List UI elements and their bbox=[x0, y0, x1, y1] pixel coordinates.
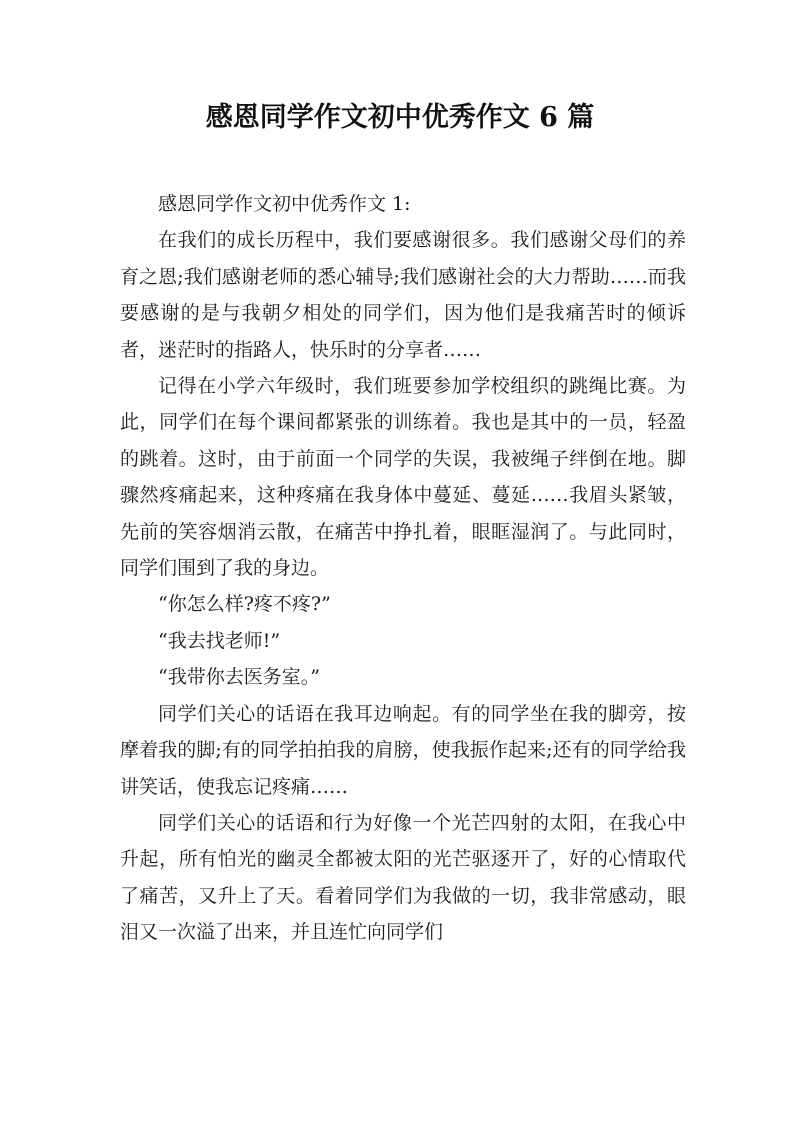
dialogue-line: “我去找老师!” bbox=[158, 629, 281, 652]
document-title: 感恩同学作文初中优秀作文 6 篇 bbox=[205, 102, 595, 133]
paragraph: 同学们关心的话语在我耳边响起。有的同学坐在我的脚旁，按摩着我的脚;有的同学拍拍我的肩膀，使我振作起来;还有的同学给我讲笑话，使我忘记疼痛…… bbox=[120, 702, 686, 798]
dialogue-line: “我带你去医务室。” bbox=[158, 666, 320, 689]
paragraph: 在我们的成长历程中，我们要感谢很多。我们感谢父母们的养育之恩;我们感谢老师的悉心辅导;我们感谢社会的大力帮助……而我要感谢的是与我朝夕相处的同学们，因为他们是我痛苦时的倾诉者，迷茫时的指路人，快乐时的分享者…… bbox=[120, 229, 686, 361]
paragraph: 同学们关心的话语和行为好像一个光芒四射的太阳，在我心中升起，所有怕光的幽灵全都被太阳的光芒驱逐开了，好的心情取代了痛苦，又升上了天。看着同学们为我做的一切，我非常感动，眼泪又一次溢了出来，并且连忙向同学们 bbox=[120, 811, 686, 944]
paragraph: 记得在小学六年级时，我们班要参加学校组织的跳绳比赛。为此，同学们在每个课间都紧张的训练着。我也是其中的一员，轻盈的跳着。这时，由于前面一个同学的失误，我被绳子绊倒在地。脚骤然疼痛起来，这种疼痛在我身体中蔓延、蔓延……我眉头紧皱，先前的笑容烟消云散，在痛苦中挣扎着，眼眶湿润了。与此同时，同学们围到了我的身边。 bbox=[120, 375, 686, 580]
document-body bbox=[120, 186, 686, 951]
dialogue-line: “你怎么样?疼不疼?” bbox=[158, 593, 331, 616]
section-heading: 感恩同学作文初中优秀作文 1: bbox=[158, 193, 411, 215]
